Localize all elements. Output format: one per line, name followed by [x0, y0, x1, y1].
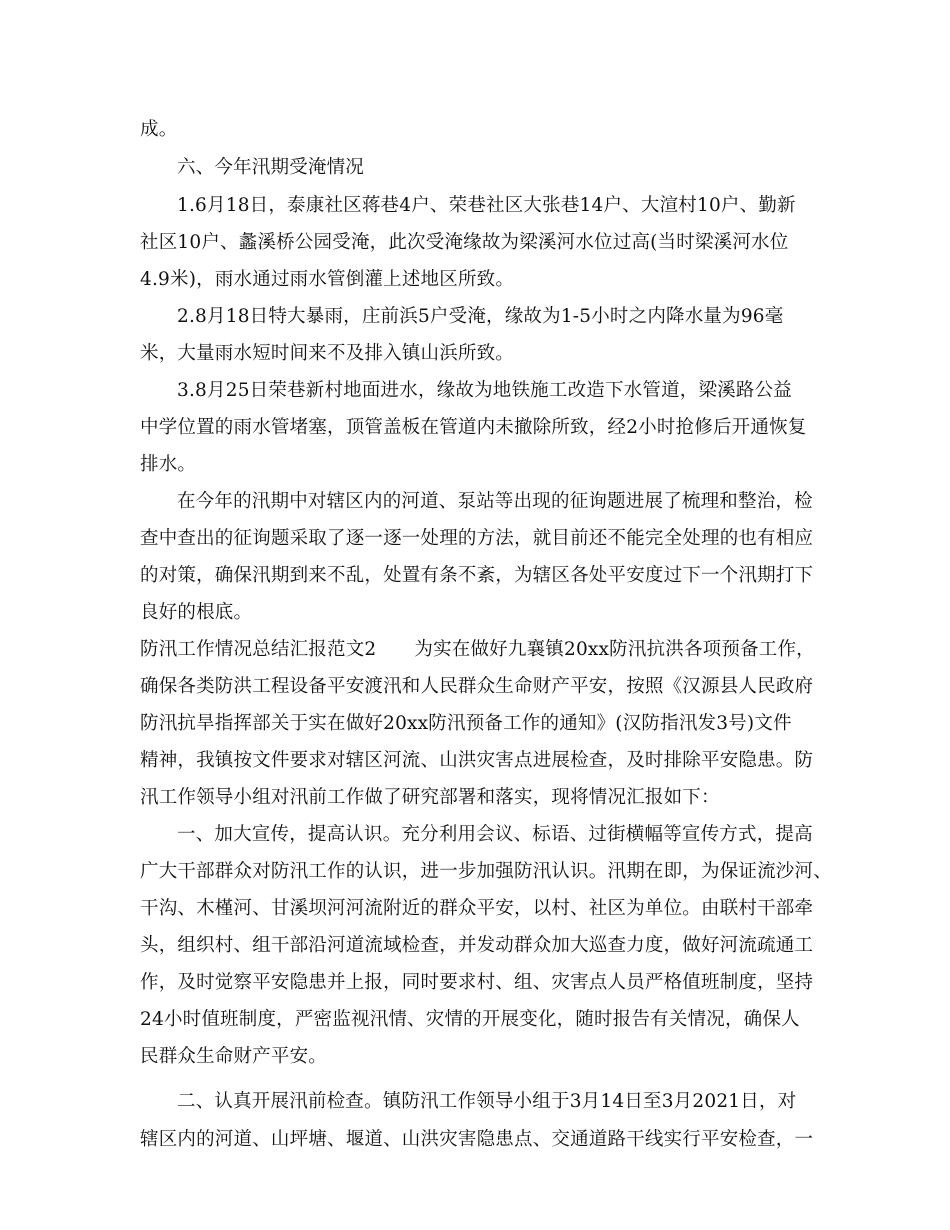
text-line: 4.9米)，雨水通过雨水管倒灌上述地区所致。: [140, 269, 515, 290]
text-line: 一、加大宣传，提高认识。充分利用会议、标语、过街横幅等宣传方式，提高: [177, 824, 813, 845]
text-line: 3.8月25日荣巷新村地面进水，缘故为地铁施工改造下水管道，梁溪路公益: [177, 380, 792, 401]
text-line: 24小时值班制度，严密监视汛情、灾情的开展变化，随时报告有关情况，确保人: [140, 1009, 800, 1030]
text-line: 成。: [140, 119, 178, 140]
text-line: 的对策，确保汛期到来不乱，处置有条不紊，为辖区各处平安度过下一个汛期打下: [140, 565, 814, 586]
text-line: 汛工作领导小组对汛前工作做了研究部署和落实，现将情况汇报如下：: [140, 787, 720, 808]
text-line: 社区10户、蠡溪桥公园受淹，此次受淹缘故为梁溪河水位过高(当时梁溪河水位: [140, 232, 789, 253]
text-line: 干沟、木槿河、甘溪坝河河流附近的群众平安，以村、社区为单位。由联村干部牵: [140, 898, 814, 919]
text-line: 广大干部群众对防汛工作的认识，进一步加强防汛认识。汛期在即，为保证流沙河、: [140, 861, 832, 882]
text-line: 辖区内的河道、山坪塘、堰道、山洪灾害隐患点、交通道路干线实行平安检查，一: [140, 1129, 814, 1150]
text-line: 良好的根底。: [140, 602, 253, 623]
text-line: 排水。: [140, 454, 197, 475]
text-line: 头，组织村、组干部沿河道流域检查，并发动群众加大巡查力度，做好河流疏通工: [140, 935, 814, 956]
text-line-continued: 为实在做好九襄镇20xx防汛抗洪各项预备工作，: [414, 639, 815, 660]
text-line: 2.8月18日特大暴雨，庄前浜5户受淹，缘故为1-5小时之内降水量为96毫: [177, 306, 784, 327]
text-line: 二、认真开展汛前检查。镇防汛工作领导小组于3月14日至3月2021日，对: [177, 1091, 797, 1112]
text-line: 确保各类防洪工程设备平安渡汛和人民群众生命财产平安，按照《汉源县人民政府: [140, 676, 814, 697]
text-line: [140, 637, 820, 663]
text-line: 精神，我镇按文件要求对辖区河流、山洪灾害点进展检查，及时排除平安隐患。防: [140, 750, 814, 771]
text-line: 查中查出的征询题采取了逐一逐一处理的方法，就目前还不能完全处理的也有相应: [140, 528, 814, 549]
text-line: 作，及时觉察平安隐患并上报，同时要求村、组、灾害点人员严格值班制度，坚持: [140, 972, 814, 993]
text-line: 米，大量雨水短时间来不及排入镇山浜所致。: [140, 343, 515, 364]
text-line: 中学位置的雨水管堵塞，顶管盖板在管道内未撤除所致，经2小时抢修后开通恢复: [140, 417, 807, 438]
text-line: 民群众生命财产平安。: [140, 1046, 328, 1067]
text-line: 1.6月18日，泰康社区蒋巷4户、荣巷社区大张巷14户、大渲村10户、勤新: [177, 195, 796, 216]
section-heading: 六、今年汛期受淹情况: [177, 157, 365, 178]
document-title: 防汛工作情况总结汇报范文2: [140, 639, 377, 660]
text-line: 在今年的汛期中对辖区内的河道、泵站等出现的征询题进展了梳理和整治，检: [177, 491, 813, 512]
text-line: 防汛抗旱指挥部关于实在做好20xx防汛预备工作的通知》(汉防指汛发3号)文件: [140, 713, 792, 734]
